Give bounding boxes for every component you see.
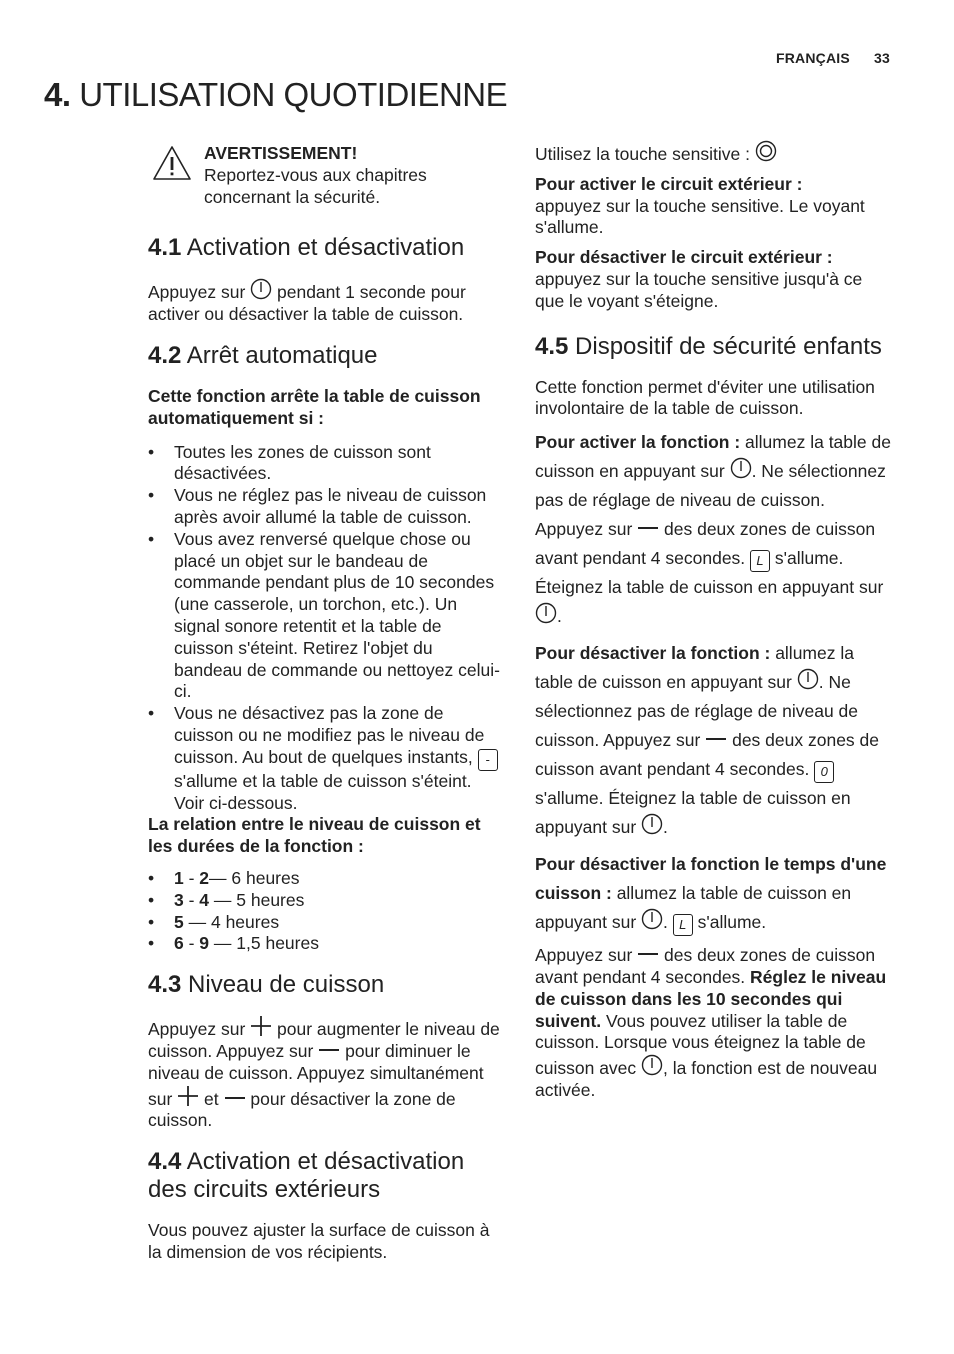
power-icon xyxy=(730,457,752,479)
child-lock-deactivate xyxy=(535,639,891,842)
label: Pour désactiver le circuit extérieur : xyxy=(535,247,833,268)
display-symbol: - xyxy=(478,749,498,771)
minus-icon xyxy=(705,736,727,748)
section-number: 4.4 xyxy=(148,1148,182,1176)
minus-icon xyxy=(224,1095,246,1107)
section-4-1-text xyxy=(148,278,504,326)
section-number: 4.5 xyxy=(535,332,569,360)
power-icon xyxy=(535,602,557,624)
relation-heading: La relation entre le niveau de cuisson et les durées de la fonction : xyxy=(148,814,481,857)
display-symbol: L xyxy=(750,550,770,572)
section-title: Activation et désactivation xyxy=(186,234,465,262)
text: des deux zones de cuisson avant pendant 4 secondes. xyxy=(535,519,876,569)
chapter-title-text: UTILISATION QUOTIDIENNE xyxy=(79,76,508,113)
duration: — 4 heures xyxy=(188,911,280,932)
duration: — 5 heures xyxy=(213,889,305,910)
warning-text: Reportez-vous aux chapitres concernant la sécurité. xyxy=(204,164,427,207)
text: s'allume. xyxy=(692,912,767,933)
power-icon xyxy=(641,813,663,835)
text: s'allume. Éteignez la table de cuisson en appuyant sur xyxy=(535,788,851,838)
section-title: Activation et désactivation des circuits extérieurs xyxy=(148,1148,465,1204)
child-lock-activate xyxy=(535,428,891,631)
language-label: FRANÇAIS xyxy=(775,50,850,66)
level: 6 xyxy=(174,933,184,954)
section-4-2-heading xyxy=(148,342,504,370)
text: appuyez sur la touche sensitive jusqu'à ce que le voyant s'éteigne. xyxy=(535,268,863,311)
level: 4 xyxy=(199,889,210,910)
section-4-1-heading xyxy=(148,234,504,262)
warning-box xyxy=(148,143,504,208)
text: , la fonction est de nouveau activée. xyxy=(535,1058,878,1100)
section-title: Dispositif de sécurité enfants xyxy=(575,332,882,360)
auto-off-conditions xyxy=(148,442,504,815)
text: allumez la table de cuisson en appuyant sur xyxy=(535,883,852,933)
text: pour désactiver la zone de cuisson. xyxy=(148,1088,456,1131)
text: Appuyez sur xyxy=(148,282,251,303)
text: s'allume. Éteignez la table de cuisson en appuyant sur xyxy=(535,548,884,598)
text: pendant 1 seconde pour activer ou désactiver la table de cuisson. xyxy=(148,282,466,325)
display-symbol: 0 xyxy=(814,761,834,783)
text: des deux zones de cuisson avant pendant 4 secondes. xyxy=(535,945,876,987)
label: Pour désactiver la fonction le temps d'une cuisson : xyxy=(535,854,887,904)
power-icon xyxy=(797,668,819,690)
page-number: 33 xyxy=(874,50,890,66)
text: et xyxy=(199,1088,224,1109)
duration: — 6 heures xyxy=(209,867,300,888)
page-header xyxy=(776,50,890,66)
text: s'allume et la table de cuisson s'éteint. Voir ci-dessous. xyxy=(174,770,472,813)
display-symbol: L xyxy=(673,914,693,936)
section-4-2-intro: Cette fonction arrête la table de cuisson automatiquement si : xyxy=(148,385,481,428)
text: pour augmenter le niveau de cuisson. Appuyez sur xyxy=(148,1019,500,1061)
text: pour diminuer le niveau de cuisson. Appuyez simultanément sur xyxy=(148,1040,484,1109)
section-title: Niveau de cuisson xyxy=(188,971,385,999)
plus-icon xyxy=(250,1015,272,1037)
section-4-5-intro: Cette fonction permet d'éviter une utilisation involontaire de la table de cuisson. xyxy=(535,376,875,419)
left-column xyxy=(148,140,504,1272)
power-icon xyxy=(250,278,272,300)
text: allumez la table de cuisson en appuyant sur xyxy=(535,643,854,693)
label: Réglez le niveau de cuisson dans les 10 secondes qui suivent. xyxy=(535,966,887,1031)
text: . xyxy=(557,606,562,627)
list-item: • 6 - 9 — 1,5 heures xyxy=(148,933,504,955)
chapter-number: 4. xyxy=(44,76,71,113)
power-icon xyxy=(641,1054,663,1076)
level: 1 xyxy=(174,867,184,888)
text: . Ne sélectionnez pas de réglage de niveau de cuisson. Appuyez sur xyxy=(535,461,886,540)
section-4-3-heading xyxy=(148,971,504,999)
outer-circuit-on xyxy=(535,174,891,239)
text: . Ne sélectionnez pas de réglage de niveau de cuisson. Appuyez sur xyxy=(535,672,859,751)
warning-icon xyxy=(152,145,192,181)
minus-icon xyxy=(637,525,659,537)
list-item xyxy=(148,912,504,934)
text: des deux zones de cuisson avant pendant 4 secondes. xyxy=(535,730,880,780)
list-item xyxy=(148,703,504,814)
child-lock-press-minus xyxy=(535,945,891,1102)
section-number: 4.3 xyxy=(148,971,182,999)
label: Pour activer le circuit extérieur : xyxy=(535,173,803,194)
section-number: 4.1 xyxy=(148,234,182,262)
section-title: Arrêt automatique xyxy=(186,341,378,369)
level: 3 xyxy=(174,889,184,910)
child-lock-temporary-off xyxy=(535,850,891,937)
section-number: 4.2 xyxy=(148,341,182,369)
text: allumez la table de cuisson en appuyant sur xyxy=(535,432,891,482)
text: Vous ne désactivez pas la zone de cuisson ou ne modifiez pas le niveau de cuisson. Au bout de quelques instants, xyxy=(174,703,485,767)
outer-circuit-off xyxy=(535,247,891,312)
dual-circuit-icon xyxy=(755,140,777,162)
list-item: • Toutes les zones de cuisson sont désactivées. xyxy=(148,442,504,486)
list-item: • 3 - 4 — 5 heures xyxy=(148,890,504,912)
section-4-4-heading xyxy=(148,1148,504,1204)
section-4-4-text: Vous pouvez ajuster la surface de cuisson à la dimension de vos récipients. xyxy=(148,1220,490,1262)
power-icon xyxy=(641,908,663,930)
sensor-key-text xyxy=(535,140,891,166)
minus-icon xyxy=(637,951,659,963)
text: . xyxy=(663,912,673,933)
chapter-title xyxy=(44,76,507,114)
text: Appuyez sur xyxy=(148,1019,251,1040)
level-duration-list xyxy=(148,868,504,955)
list-item: • Vous avez renversé quelque chose ou placé un objet sur le bandeau de commande pendant plus de 10 secondes (une casserole, un torchon, etc.). Un signal sonore retentit et la table de cuisson s'éteint. Retirez l'objet du bandeau de commande ou nettoyez celui-ci. xyxy=(148,529,504,703)
plus-icon xyxy=(177,1085,199,1107)
text: appuyez sur la touche sensitive. Le voyant s'allume. xyxy=(535,195,865,238)
level: 9 xyxy=(199,933,210,954)
level: 2 xyxy=(199,867,210,888)
section-4-3-text xyxy=(148,1015,504,1132)
list-item: • 1 - 2— 6 heures xyxy=(148,868,504,890)
label: Pour activer la fonction : xyxy=(535,432,741,453)
text: . xyxy=(663,817,668,838)
duration: — 1,5 heures xyxy=(213,933,319,954)
label: Pour désactiver la fonction : xyxy=(535,643,771,664)
text: Utilisez la touche sensitive : xyxy=(535,144,755,164)
text: Appuyez sur xyxy=(535,945,638,966)
section-4-5-heading xyxy=(535,333,891,361)
list-item: • Vous ne réglez pas le niveau de cuisson après avoir allumé la table de cuisson. xyxy=(148,485,504,529)
right-column xyxy=(535,140,891,1102)
minus-icon xyxy=(318,1047,340,1059)
warning-label: AVERTISSEMENT! xyxy=(204,143,358,163)
level: 5 xyxy=(174,911,184,932)
text: Vous pouvez utiliser la table de cuisson. Lorsque vous éteignez la table de cuisson avec xyxy=(535,1010,866,1079)
